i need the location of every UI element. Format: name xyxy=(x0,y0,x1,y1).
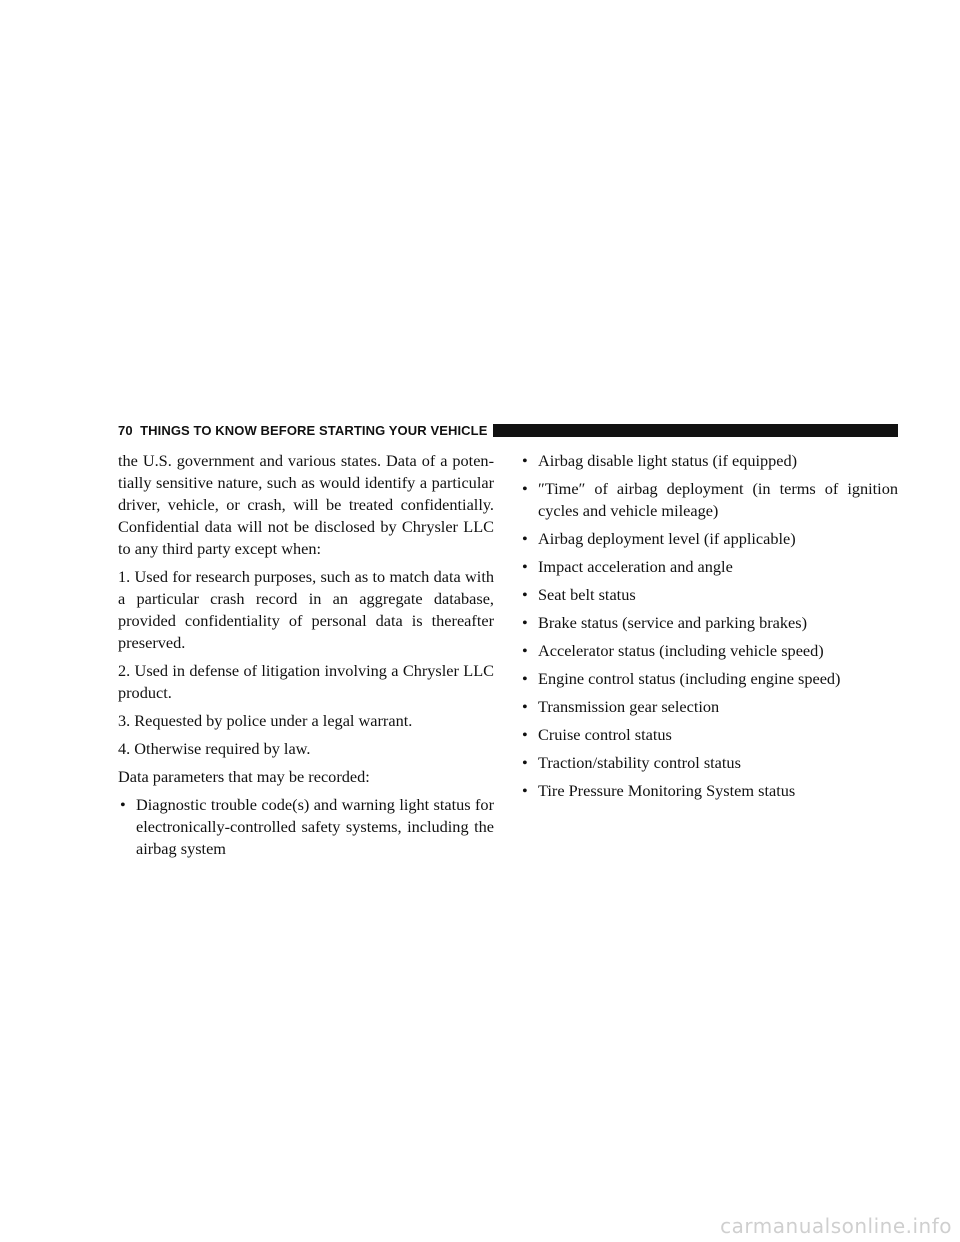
numbered-item-4: 4. Otherwise required by law. xyxy=(118,739,311,758)
list-item xyxy=(520,668,898,690)
list-item-text: ″Time″ of airbag deployment (in terms of ignition cycles and vehicle mileage) xyxy=(538,479,898,520)
right-column xyxy=(520,450,898,808)
bullet-icon: • xyxy=(522,725,528,744)
bullet-icon: • xyxy=(522,613,528,632)
list-item xyxy=(520,584,898,606)
bullet-icon: • xyxy=(522,669,528,688)
list-item xyxy=(118,794,494,860)
left-column xyxy=(118,450,494,866)
list-item-text: Impact acceleration and angle xyxy=(538,557,733,576)
parameters-heading: Data parameters that may be recorded: xyxy=(118,767,370,786)
bullet-icon: • xyxy=(522,585,528,604)
bullet-icon: • xyxy=(522,529,528,548)
bullet-icon: • xyxy=(522,641,528,660)
page-header xyxy=(118,420,898,440)
bullet-icon: • xyxy=(522,697,528,716)
list-item-text: Engine control status (including engine speed) xyxy=(538,669,841,688)
bullet-icon: • xyxy=(522,557,528,576)
bullet-icon: • xyxy=(522,479,528,498)
list-item xyxy=(520,478,898,522)
list-item-text: Cruise control status xyxy=(538,725,672,744)
list-item xyxy=(520,640,898,662)
bullet-icon: • xyxy=(522,451,528,470)
list-item-text: Airbag deployment level (if applicable) xyxy=(538,529,796,548)
list-item-text: Accelerator status (including vehicle speed) xyxy=(538,641,824,660)
header-rule-bar xyxy=(493,424,898,437)
numbered-item-1: 1. Used for research purposes, such as to match data with a particular crash record in an aggregate database, provided confidentiality of personal data is thereafter preserved. xyxy=(118,567,494,652)
list-item-text: Seat belt status xyxy=(538,585,636,604)
bullet-icon: • xyxy=(522,753,528,772)
page-header-text xyxy=(118,423,487,438)
list-item xyxy=(520,696,898,718)
list-item xyxy=(520,528,898,550)
list-item-text: Diagnostic trouble code(s) and warning light status for electronically-controlled safety systems, including the airbag system xyxy=(136,795,494,858)
list-item-text: Airbag disable light status (if equipped) xyxy=(538,451,798,470)
intro-paragraph: the U.S. government and various states. Data of a poten-tially sensitive nature, such as would identify a particular driver, vehicle, or crash, will be treated confidentially. Confidential data will not be disclosed by Chrysler LLC to any third party except when: xyxy=(118,451,494,558)
list-item-text: Brake status (service and parking brakes) xyxy=(538,613,807,632)
bullet-icon: • xyxy=(522,781,528,800)
list-item xyxy=(520,612,898,634)
page-number: 70 xyxy=(118,422,133,438)
numbered-item-2: 2. Used in defense of litigation involving a Chrysler LLC product. xyxy=(118,661,494,702)
section-title: THINGS TO KNOW BEFORE STARTING YOUR VEHICLE xyxy=(140,422,488,438)
list-item xyxy=(520,752,898,774)
list-item xyxy=(520,724,898,746)
watermark: carmanualsonline.info xyxy=(720,1214,952,1238)
list-item xyxy=(520,450,898,472)
list-item xyxy=(520,780,898,802)
list-item-text: Traction/stability control status xyxy=(538,753,741,772)
numbered-item-3: 3. Requested by police under a legal warrant. xyxy=(118,711,413,730)
bullet-icon: • xyxy=(120,795,126,814)
list-item-text: Transmission gear selection xyxy=(538,697,720,716)
list-item xyxy=(520,556,898,578)
list-item-text: Tire Pressure Monitoring System status xyxy=(538,781,796,800)
